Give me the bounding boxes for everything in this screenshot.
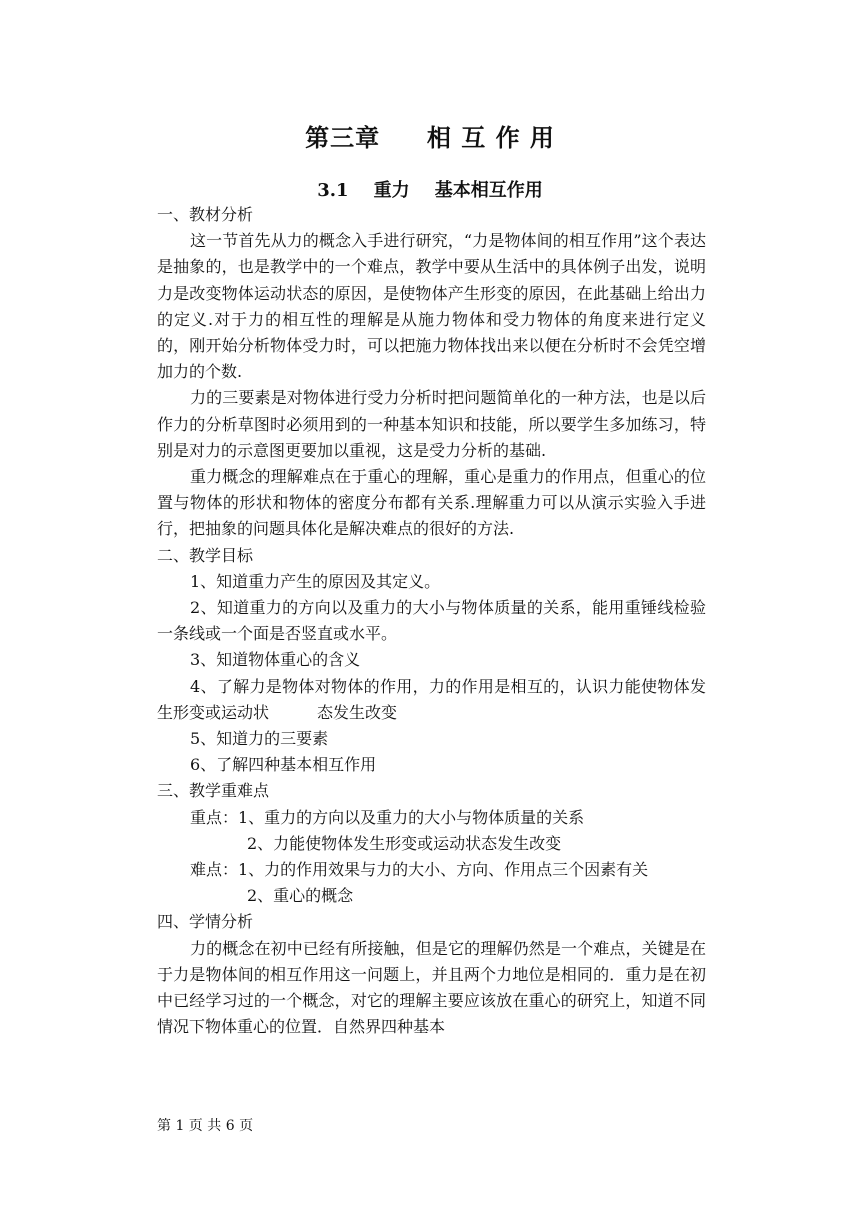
heading-materials-analysis: 一、教材分析	[157, 205, 254, 224]
heading-key-difficult-points: 三、教学重难点	[157, 781, 270, 801]
key-point-line: 重点：1、重力的方向以及重力的大小与物体质量的关系	[190, 807, 585, 827]
paragraph: 重力概念的理解难点在于重心的理解，重心是重力的作用点，但重心的位置与物体的形状和物体的密度分布都有关系.理解重力可以从演示实验入手进行，把抽象的问题具体化是解决难点的很好的方法.	[157, 467, 706, 539]
paragraph: 这一节首先从力的概念入手进行研究，“力是物体间的相互作用”这个表达是抽象的，也是教学中的一个难点，教学中要从生活中的具体例子出发，说明力是改变物体运动状态的原因，是使物体产生形变的原因，在此基础上给出力的定义.对于力的相互性的理解是从施力物体和受力物体的角度来进行定义的，刚开始分析物体受力时，可以把施力物体找出来以便在分析时不会凭空增加力的个数.	[157, 231, 706, 382]
heading-student-analysis: 四、学情分析	[157, 912, 254, 932]
goal-item: 1、知道重力产生的原因及其定义。	[190, 571, 441, 591]
paragraph: 力的三要素是对物体进行受力分析时把问题简单化的一种方法，也是以后作力的分析草图时必须用到的一种基本知识和技能，所以要学生多加练习，特别是对力的示意图更要加以重视，这是受力分析的基础.	[157, 388, 706, 460]
goal-item: 3、知道物体重心的含义	[190, 650, 361, 670]
goal-item: 5、知道力的三要素	[190, 729, 329, 749]
heading-teaching-goals: 二、教学目标	[157, 545, 254, 565]
goal-item: 6、了解四种基本相互作用	[190, 755, 377, 775]
goal-item: 2、知道重力的方向以及重力的大小与物体质量的关系，能用重锤线检验一条线或一个面是否竖直或水平。	[157, 598, 706, 644]
section-title: 3.1 重力 基本相互作用	[317, 180, 543, 201]
key-point-line: 2、力能使物体发生形变或运动状态发生改变	[247, 833, 562, 853]
page-footer: 第 1 页 共 6 页	[157, 1118, 254, 1134]
difficult-point-line: 2、重心的概念	[247, 886, 354, 906]
paragraph: 力的概念在初中已经有所接触，但是它的理解仍然是一个难点，关键是在于力是物体间的相互作用这一问题上，并且两个力地位是相同的．重力是在初中已经学习过的一个概念，对它的理解主要应该放在重心的研究上，知道不同情况下物体重心的位置．自然界四种基本	[157, 938, 706, 1037]
goal-item: 4、了解力是物体对物体的作用，力的作用是相互的，认识力能使物体发生形变或运动状 态发生改变	[157, 676, 706, 722]
chapter-title: 第三章 相 互 作 用	[305, 124, 555, 152]
document-body	[157, 202, 706, 1041]
difficult-point-line: 难点：1、力的作用效果与力的大小、方向、作用点三个因素有关	[190, 860, 649, 880]
